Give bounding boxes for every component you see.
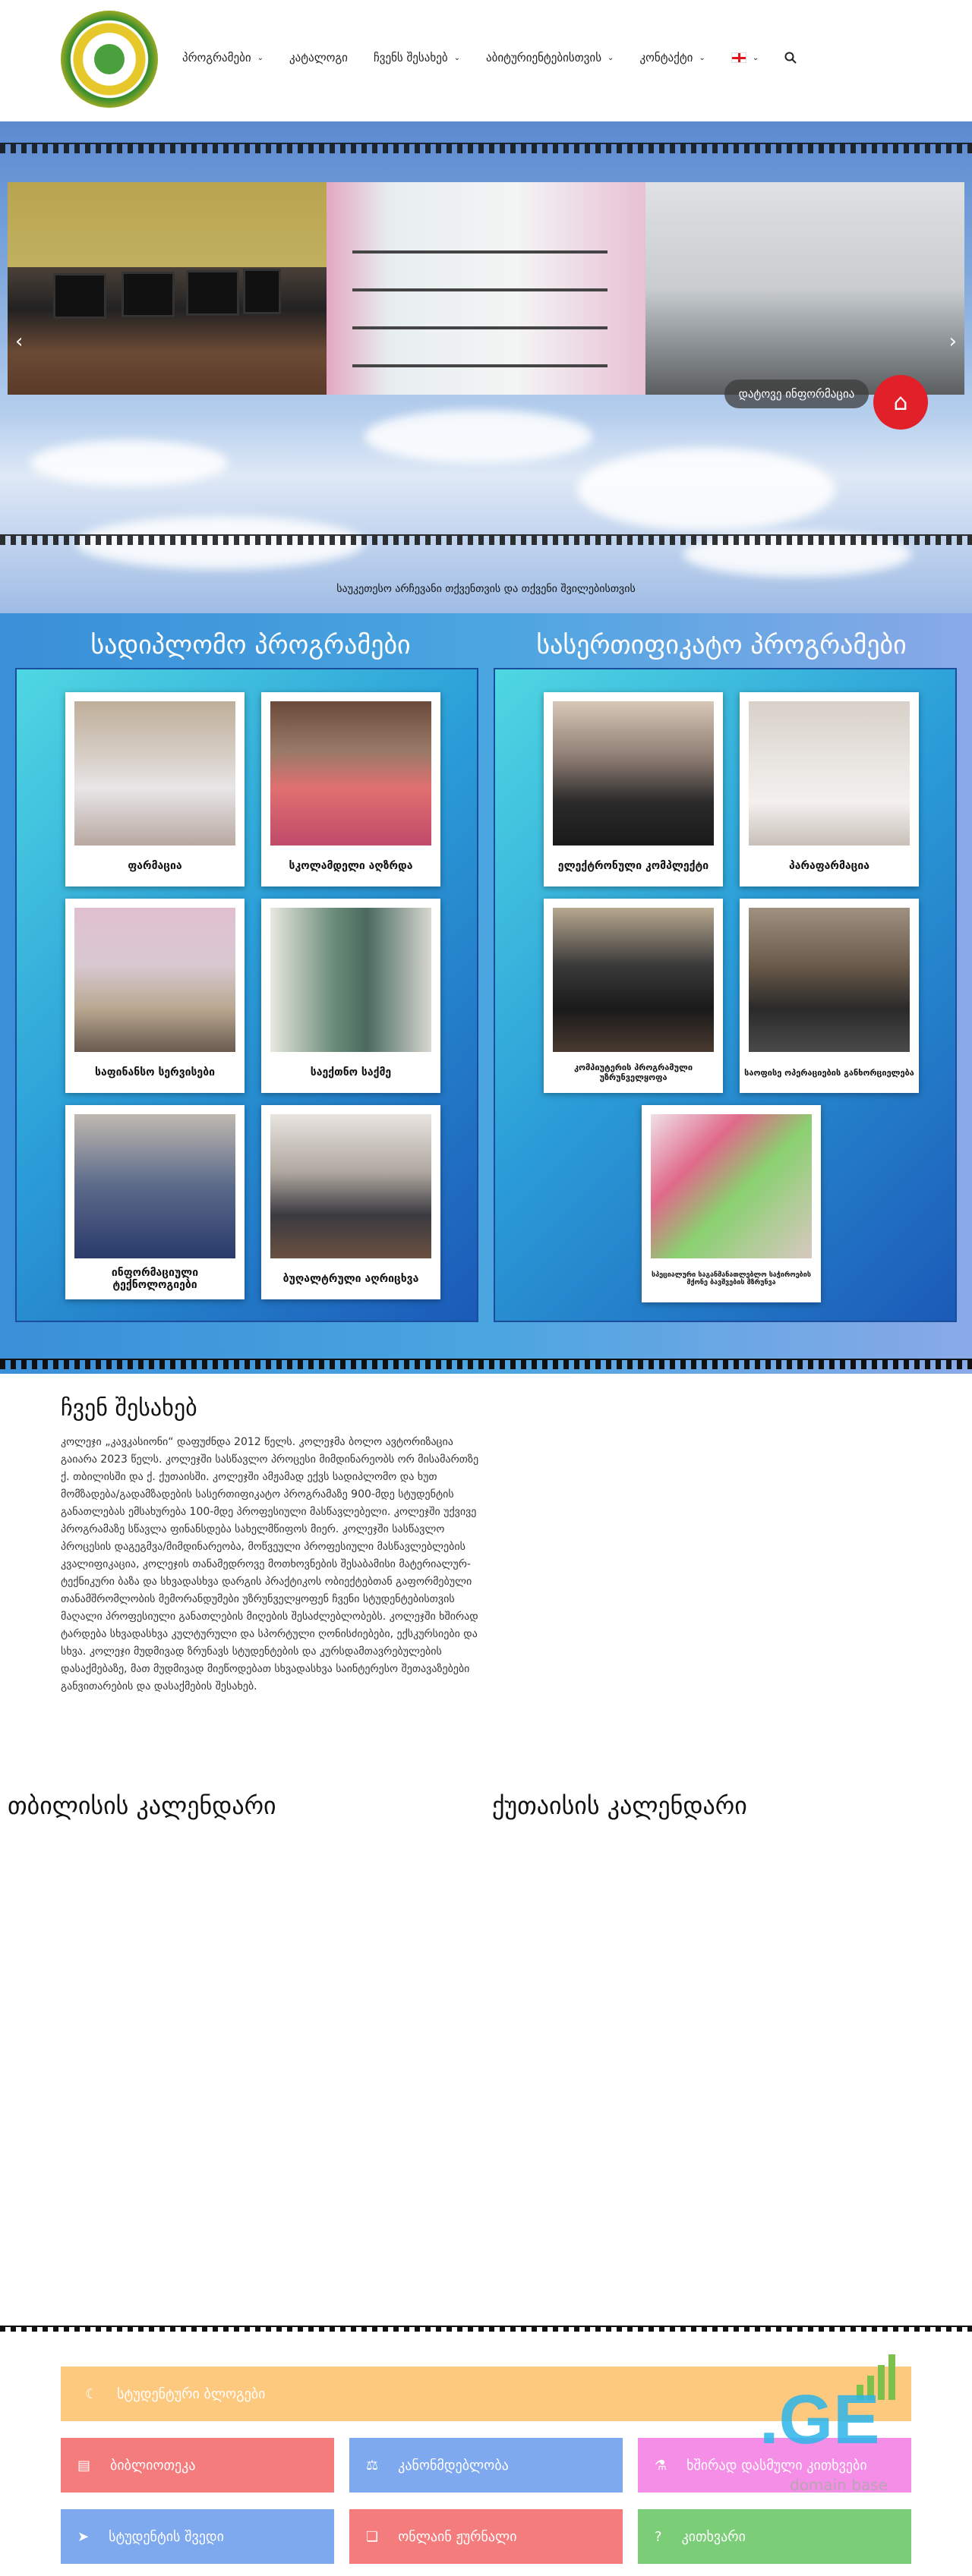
hero-banner bbox=[0, 121, 972, 613]
bead-divider bbox=[0, 143, 972, 153]
slider-prev-button[interactable]: ‹ bbox=[15, 330, 24, 353]
main-nav bbox=[182, 43, 797, 73]
flask-icon: ⚗ bbox=[655, 2457, 667, 2474]
about-title: ჩვენ შესახებ bbox=[61, 1395, 197, 1422]
slider-next-button[interactable]: › bbox=[948, 330, 957, 353]
library-link[interactable]: ▤ ბიბლიოთეკა bbox=[61, 2438, 334, 2493]
program-card[interactable]: ფარმაცია bbox=[65, 692, 245, 886]
program-image bbox=[74, 1114, 235, 1258]
paper-plane-icon: ➤ bbox=[77, 2528, 90, 2545]
bead-divider bbox=[0, 1359, 972, 1369]
about-section bbox=[61, 1395, 486, 1696]
program-card[interactable]: ინფორმაციული ტექნოლოგიები bbox=[65, 1105, 245, 1299]
program-image bbox=[270, 701, 431, 846]
georgia-flag-icon bbox=[731, 52, 746, 63]
student-help-link[interactable]: ➤ სტუდენტის შვედი bbox=[61, 2509, 334, 2564]
diploma-programs-title: სადიპლომო პროგრამები bbox=[90, 630, 411, 660]
chevron-down-icon: ⌄ bbox=[699, 53, 705, 62]
chevron-down-icon: ⌄ bbox=[453, 53, 460, 62]
program-card[interactable]: საფინანსო სერვისები bbox=[65, 899, 245, 1093]
slide-laboratory bbox=[645, 182, 964, 395]
program-image bbox=[270, 1114, 431, 1258]
college-logo[interactable] bbox=[61, 11, 158, 108]
program-card[interactable]: ელექტრონული კომპლექტი bbox=[544, 692, 723, 886]
question-icon: ? bbox=[655, 2528, 662, 2545]
program-image bbox=[553, 701, 714, 846]
tbilisi-calendar-title: თბილისის კალენდარი bbox=[8, 1791, 276, 1820]
program-card[interactable]: საოფისე ოპერაციების განხორციელება bbox=[740, 899, 919, 1093]
nav-item-applicants[interactable]: აბიტურიენტებისთვის ⌄ bbox=[485, 51, 614, 65]
slide-computer-lab bbox=[8, 182, 327, 395]
chevron-down-icon: ⌄ bbox=[608, 53, 614, 62]
student-blogs-link[interactable]: ☾ სტუდენტური ბლოგები bbox=[61, 2367, 911, 2421]
program-image bbox=[74, 908, 235, 1052]
image-slider[interactable] bbox=[8, 182, 964, 395]
faq-link[interactable]: ⚗ ხშირად დასმული კითხვები bbox=[638, 2438, 911, 2493]
program-card[interactable]: პარაფარმაცია bbox=[740, 692, 919, 886]
nav-item-contact[interactable]: კონტაქტი ⌄ bbox=[639, 51, 705, 65]
programs-section bbox=[0, 613, 972, 1374]
domain-base-watermark: .GE domain base bbox=[759, 2350, 911, 2502]
leave-info-button[interactable]: დატოვე ინფორმაცია bbox=[724, 379, 869, 408]
program-card[interactable]: სკოლამდელი აღზრდა bbox=[261, 692, 440, 886]
chevron-down-icon: ⌄ bbox=[257, 53, 264, 62]
open-book-icon: ❏ bbox=[366, 2528, 379, 2545]
kutaisi-calendar-title: ქუთაისის კალენდარი bbox=[492, 1791, 747, 1820]
program-image bbox=[74, 701, 235, 846]
program-card[interactable]: სპეციალური საგანმანათლებლო საჭიროების მქონე ბავშვების მზრუნვა bbox=[642, 1105, 821, 1302]
about-text: კოლეჯი „კავკასიონი“ დაფუძნდა 2012 წელს. კოლეჯმა ბოლო ავტორიზაცია გაიარა 2023 წელს. კოლეჯში სასწავლო პროცესი მიმდინარეობს ორ მისამართზე ქ. თბილისში და ქ. ქუთაისში. კოლეჯში ამჟამად ექვს სადიპლომო და ხუთ მომზადება/გადამზადების სასერთიფიკატო პროგრამაზე 900-მდე სტუდენტის განათლებას ემსახურება 100-მდე პროფესიული მასწავლებელი. კოლეჯში უქვივე პროგრამაზე სწავლა ფინანსდება სახელმწიფოს მიერ. კოლეჯში სასწავლო პროცესის დაგეგმვა/მიმდინარეობა, მოწვეული პროფესიული მასწავლებლების კვალიფიკაცია, კოლეჯის თანამედროვე მოთხოვნების შესაბამისი მატერიალურ-ტექნიკური ბაზა და სხვადასხვა დარგის პრაქტიკოს ობიექტებთან გაფორმებული თანამშრომლობის მემორანდუმები უზრუნველყოფენ ჩვენი სტუდენტებისთვის მაღალი პროფესიული განათლების მიღების შესაძლებლობებს. კოლეჯში ხშირად ტარდება სხვადასხვა კულტურული და სპორტული ღონისძიებები, ექსკურსიები და სხვა. კოლეჯი მუდმივად ზრუნავს სტუდენტების და კურსდამთავრებულების დასაქმებაზე, მათ მუდმივად მიეწოდებათ სხვადასხვა საინტერესო შეთავაზებები განვითარების და დასაქმების შესახებ. bbox=[61, 1436, 479, 1693]
quick-links-section bbox=[0, 2332, 972, 2576]
scale-icon: ⚖ bbox=[366, 2457, 379, 2474]
program-image bbox=[749, 701, 910, 846]
chevron-down-icon: ⌄ bbox=[752, 53, 759, 62]
nav-item-about[interactable]: ჩვენს შესახებ ⌄ bbox=[373, 51, 460, 65]
program-image bbox=[651, 1114, 812, 1258]
program-card[interactable]: საექთნო საქმე bbox=[261, 899, 440, 1093]
book-icon: ▤ bbox=[77, 2457, 91, 2474]
certificate-programs-panel bbox=[494, 668, 957, 1322]
legislation-link[interactable]: ⚖ კანონმდებლობა bbox=[349, 2438, 623, 2493]
program-image bbox=[553, 908, 714, 1052]
nav-item-programs[interactable]: პროგრამები ⌄ bbox=[182, 51, 264, 65]
program-image bbox=[749, 908, 910, 1052]
hero-tagline: საუკეთესო არჩევანი თქვენთვის და თქვენი შვილებისთვის bbox=[336, 583, 636, 595]
program-image bbox=[270, 908, 431, 1052]
nav-item-catalog[interactable]: კატალოგი bbox=[289, 51, 348, 65]
slide-pharmacy bbox=[327, 182, 645, 395]
search-icon bbox=[784, 52, 797, 64]
language-switcher[interactable] bbox=[731, 52, 759, 63]
moon-icon: ☾ bbox=[85, 2385, 98, 2402]
bead-divider bbox=[0, 534, 972, 545]
online-journal-link[interactable]: ❏ ონლაინ ჟურნალი bbox=[349, 2509, 623, 2564]
search-button[interactable] bbox=[784, 52, 797, 64]
home-button[interactable] bbox=[873, 375, 928, 430]
program-card[interactable]: კომპიუტერის პროგრამული უზრუნველყოფა bbox=[544, 899, 723, 1093]
certificate-programs-title: სასერთიფიკატო პროგრამები bbox=[536, 630, 907, 660]
home-icon: ⌂ bbox=[893, 389, 908, 416]
questionnaire-link[interactable]: ? კითხვარი bbox=[638, 2509, 911, 2564]
program-card[interactable]: ბუღალტრული აღრიცხვა bbox=[261, 1105, 440, 1299]
site-header bbox=[0, 0, 972, 121]
diploma-programs-panel bbox=[15, 668, 478, 1322]
